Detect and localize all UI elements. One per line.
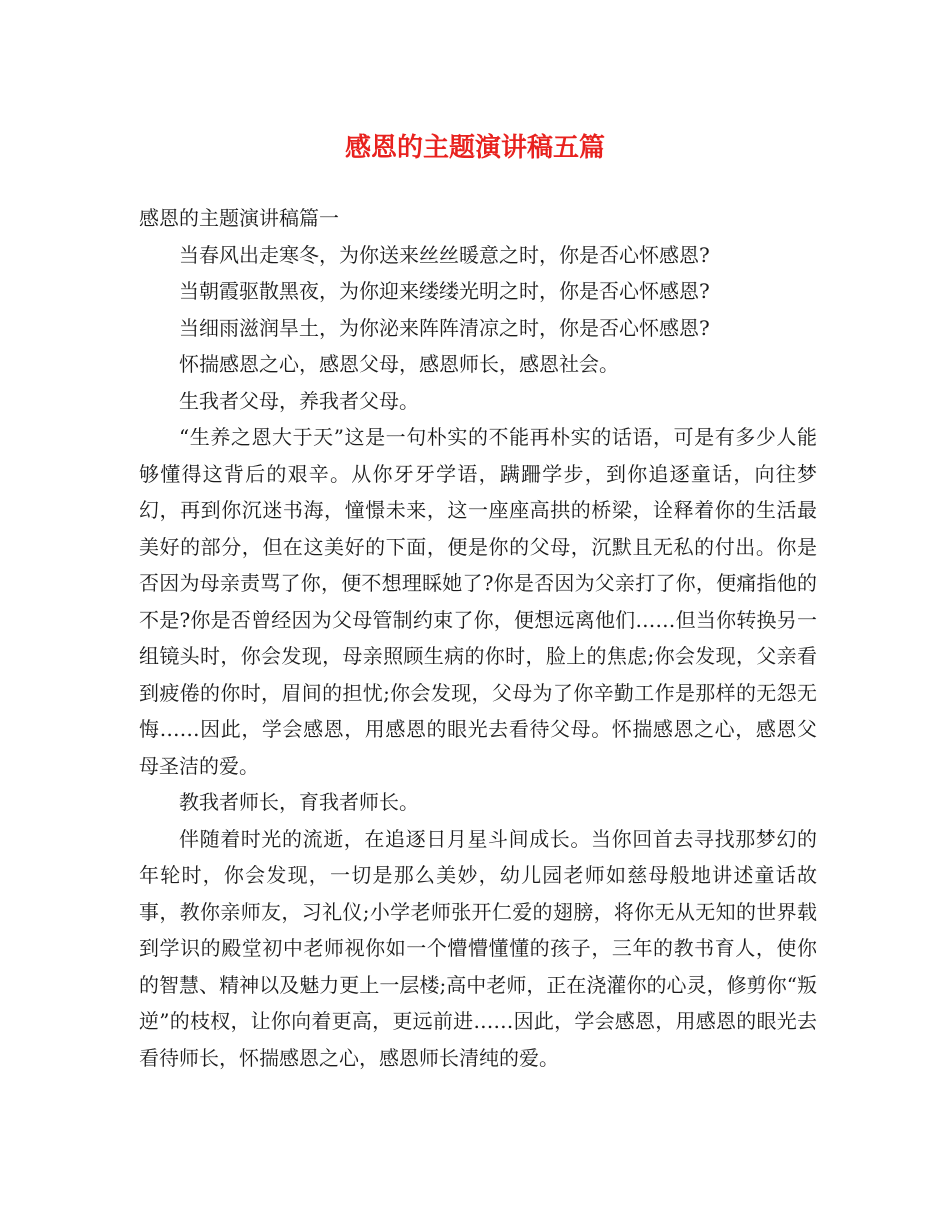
paragraph-3: 当细雨滋润旱土，为你泌来阵阵清凉之时，你是否心怀感恩? (179, 315, 710, 340)
paragraph-5: 生我者父母，养我者父母。 (179, 388, 419, 413)
paragraph-4: 怀揣感恩之心，感恩父母，感恩师长，感恩社会。 (179, 352, 619, 376)
paragraph-6: “生养之恩大于天”这是一句朴实的不能再朴实的话语，可是有多少人能够懂得这背后的艰辛。从你牙牙学语，蹒跚学步，到你追逐童话，向往梦幻，再到你沉迷书海，憧憬未来，这一座座高拱的桥梁，诠释着你的生活最美好的部分，但在这美好的下面，便是你的父母，沉默且无私的付出。你是否因为母亲责骂了你，便不想理睬她了?你是否因为父亲打了你，便痛指他的不是?你是否曾经因为父母管制约束了你，便想远离他们……但当你转换另一组镜头时，你会发现，母亲照顾生病的你时，脸上的焦虑;你会发现，父亲看到疲倦的你时，眉间的担忧;你会发现，父母为了你辛勤工作是那样的无怨无悔……因此，学会感恩，用感恩的眼光去看待父母。怀揣感恩之心，感恩父母圣洁的爱。 (139, 425, 817, 778)
document-title: 感恩的主题演讲稿五篇 (344, 133, 605, 163)
paragraph-1: 当春风出走寒冬，为你送来丝丝暖意之时，你是否心怀感恩? (179, 242, 710, 267)
document-body (139, 200, 817, 1076)
section-heading: 感恩的主题演讲稿篇一 (139, 206, 339, 230)
paragraph-8: 伴随着时光的流逝，在追逐日月星斗间成长。当你回首去寻找那梦幻的年轮时，你会发现，一切是那么美妙，幼儿园老师如慈母般地讲述童话故事，教你亲师友，习礼仪;小学老师张开仁爱的翅膀，将你无从无知的世界载到学识的殿堂初中老师视你如一个懵懵懂懂的孩子，三年的教书育人，使你的智慧、精神以及魅力更上一层楼;高中老师，正在浇灌你的心灵，修剪你“叛逆”的枝杈，让你向着更高，更远前进……因此，学会感恩，用感恩的眼光去看待师长，怀揣感恩之心，感恩师长清纯的爱。 (139, 826, 817, 1070)
paragraph-2: 当朝霞驱散黑夜，为你迎来缕缕光明之时，你是否心怀感恩? (179, 279, 710, 303)
paragraph-7: 教我者师长，育我者师长。 (179, 790, 419, 814)
